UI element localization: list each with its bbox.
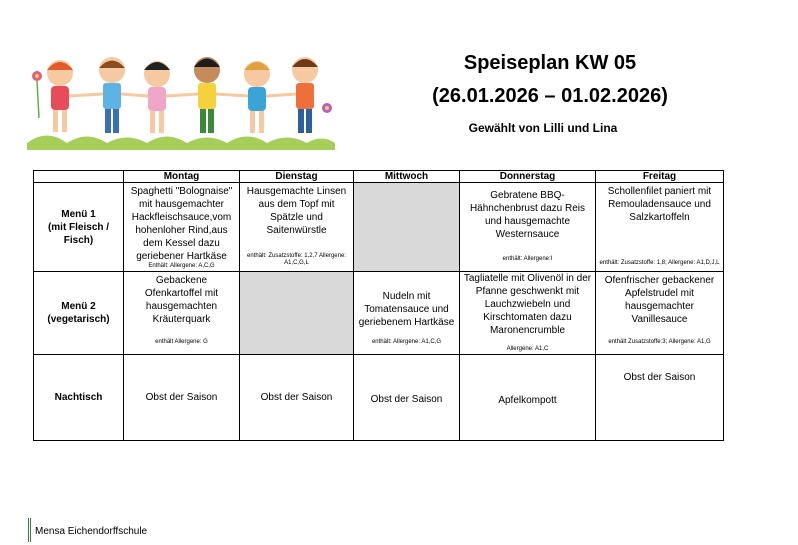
day-header: Mittwoch — [354, 171, 460, 183]
menu-cell — [124, 183, 240, 272]
row-label: Nachtisch — [34, 355, 124, 441]
allergen-note: enthält Zusatzstoffe:3; Allergene: A1,G — [608, 339, 711, 345]
week-dates: (26.01.2026 – 01.02.2026) — [432, 85, 668, 107]
allergen-note: enthält Allergene: G — [155, 339, 208, 345]
dish-text: Ofenfrischer gebackener Apfelstrudel mit hausgemachter Vanillesauce — [604, 275, 715, 325]
dish-text: Tagliatelle mit Olivenöl in der Pfanne geschwenkt mit Lauchzwiebeln und Kirschtomaten dazu Maronencrumble — [463, 273, 592, 336]
dish-text: Gebratene BBQ-Hähnchenbrust dazu Reis und hausgemachte Westernsauce — [469, 190, 586, 240]
table-row — [34, 183, 724, 272]
allergen-note: enthält: Zusatzstoffe: 1,8; Allergene: A1,D,J,L — [599, 260, 720, 266]
dessert-cell: Apfelkompott — [460, 355, 596, 441]
corner-cell — [34, 171, 124, 183]
day-header: Dienstag — [240, 171, 354, 183]
day-header: Donnerstag — [460, 171, 596, 183]
menu-cell — [124, 272, 240, 355]
dish-text: Nudeln mit Tomatensauce und geriebenem Hartkäse — [358, 291, 455, 328]
day-header: Freitag — [596, 171, 724, 183]
row-label: Menü 2 (vegetarisch) — [34, 272, 124, 355]
empty-menu-cell — [240, 272, 354, 355]
allergen-note: enthält: Zusatzstoffe: 1,2,7 Allergene: A1,C,G,L — [247, 253, 346, 266]
menu-table — [33, 170, 724, 441]
table-header-row — [34, 171, 724, 183]
table-row — [34, 272, 724, 355]
menu-cell — [596, 183, 724, 272]
menu-cell — [240, 183, 354, 272]
menu-cell — [596, 272, 724, 355]
page-title: Speiseplan KW 05 — [463, 52, 637, 74]
empty-menu-cell — [354, 183, 460, 272]
dish-text: Hausgemachte Linsen aus dem Topf mit Spätzle und Saitenwürstle — [246, 186, 347, 236]
dessert-cell: Obst der Saison — [596, 355, 724, 441]
dish-text: Schollenfilet paniert mit Remouladensauce und Salzkartoffeln — [607, 186, 712, 223]
dessert-cell: Obst der Saison — [124, 355, 240, 441]
day-header: Montag — [124, 171, 240, 183]
footer — [28, 518, 148, 542]
allergen-note: Allergene: A1,C — [506, 346, 549, 352]
allergen-note: enthält: Allergene: A1,C,G — [371, 339, 442, 345]
dish-text: Spaghetti "Bolognaise" mit hausgemachter Hackfleischsauce,vom hohenloher Rind,aus dem Kessel dazu geriebener Hartkäse — [130, 186, 233, 262]
menu-cell — [354, 272, 460, 355]
allergen-note: enthält: Allergene:I — [502, 256, 553, 262]
children-illustration — [27, 48, 335, 150]
allergen-note: Enthält: Allergene: A,C,G — [148, 263, 215, 269]
dessert-cell: Obst der Saison — [354, 355, 460, 441]
footer-text: Mensa Eichendorffschule — [35, 526, 148, 537]
chosen-by: Gewählt von Lilli und Lina — [468, 121, 618, 135]
menu-cell — [460, 183, 596, 272]
dish-text: Gebackene Ofenkartoffel mit hausgemachten Kräuterquark — [144, 275, 219, 325]
row-label: Menü 1 (mit Fleisch / Fisch) — [34, 183, 124, 272]
dessert-cell: Obst der Saison — [240, 355, 354, 441]
grass-shape — [27, 136, 335, 151]
table-row — [34, 355, 724, 441]
menu-cell — [460, 272, 596, 355]
